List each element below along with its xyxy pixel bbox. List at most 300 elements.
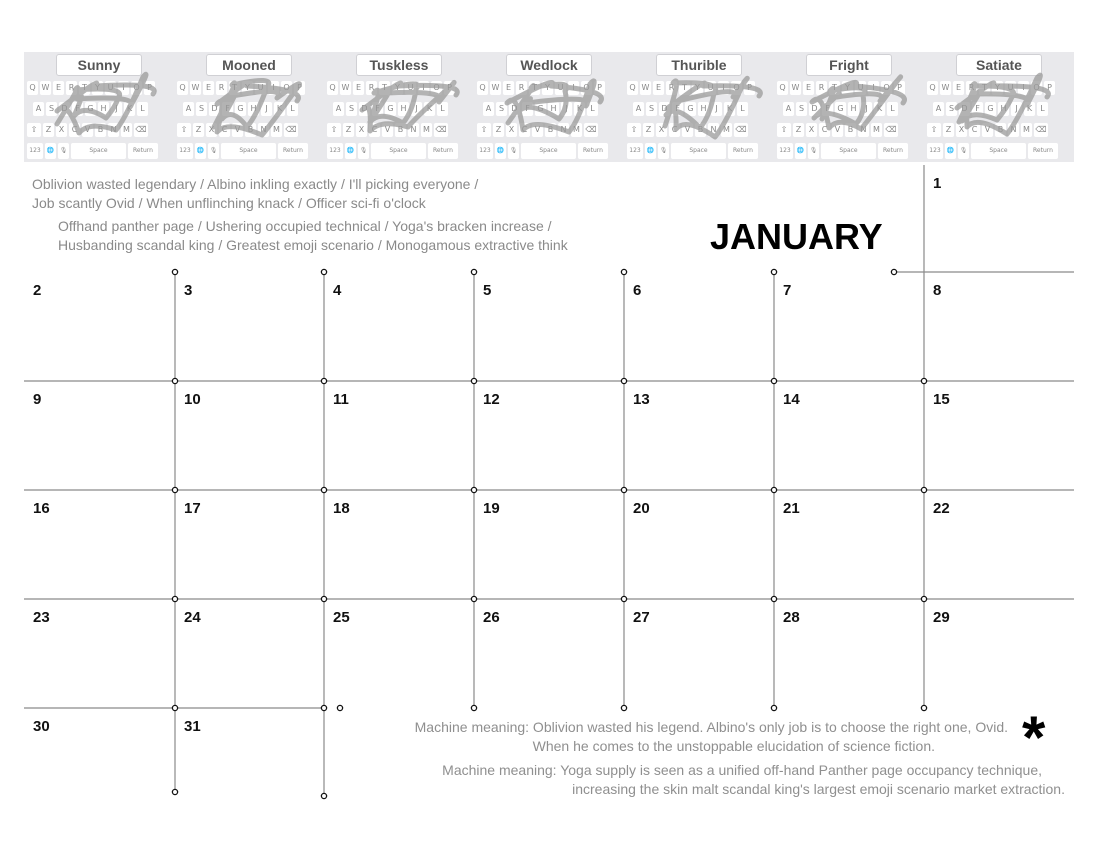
key: K bbox=[1024, 102, 1035, 116]
key: U bbox=[855, 81, 866, 95]
key: U bbox=[405, 81, 416, 95]
key: ⌫ bbox=[434, 123, 448, 137]
key: H bbox=[248, 102, 259, 116]
key: 🎙 bbox=[58, 143, 69, 159]
key: I bbox=[718, 81, 729, 95]
day-number: 3 bbox=[184, 282, 193, 299]
key: X bbox=[206, 123, 217, 137]
key: Space bbox=[371, 143, 426, 159]
key: ⇧ bbox=[927, 123, 941, 137]
machine-meaning-2-line-1: Machine meaning: Yoga supply is seen as a unified off-hand Panther page occupancy technique, bbox=[442, 762, 1042, 778]
sentence-line-1: Oblivion wasted legendary / Albino inkling exactly / I'll picking everyone / bbox=[32, 176, 479, 192]
key: ⇧ bbox=[177, 123, 191, 137]
key: W bbox=[940, 81, 951, 95]
key: F bbox=[672, 102, 683, 116]
key: V bbox=[982, 123, 993, 137]
key: 🎙 bbox=[508, 143, 519, 159]
day-number: 18 bbox=[333, 500, 350, 517]
key: E bbox=[353, 81, 364, 95]
key: Space bbox=[521, 143, 576, 159]
key: Q bbox=[777, 81, 788, 95]
key: U bbox=[705, 81, 716, 95]
grid-node bbox=[471, 596, 476, 601]
grid-node bbox=[172, 596, 177, 601]
keyboard-word: Satiate bbox=[956, 54, 1042, 76]
grid-node bbox=[621, 269, 626, 274]
key: ⌫ bbox=[884, 123, 898, 137]
key: 🎙 bbox=[658, 143, 669, 159]
key: 123 bbox=[777, 143, 793, 159]
key: 🌐 bbox=[795, 143, 806, 159]
key: N bbox=[108, 123, 119, 137]
key: ⇧ bbox=[327, 123, 341, 137]
key: Y bbox=[542, 81, 553, 95]
key: G bbox=[85, 102, 96, 116]
day-number: 29 bbox=[933, 609, 950, 626]
key: Y bbox=[242, 81, 253, 95]
key: Return bbox=[1028, 143, 1058, 159]
grid-node bbox=[321, 487, 326, 492]
key: A bbox=[183, 102, 194, 116]
key: 123 bbox=[627, 143, 643, 159]
day-number: 23 bbox=[33, 609, 50, 626]
key: T bbox=[229, 81, 240, 95]
key: L bbox=[287, 102, 298, 116]
key: P bbox=[444, 81, 455, 95]
key: I bbox=[418, 81, 429, 95]
key: Space bbox=[671, 143, 726, 159]
grid-node bbox=[172, 378, 177, 383]
key: O bbox=[1031, 81, 1042, 95]
key: R bbox=[216, 81, 227, 95]
key: V bbox=[382, 123, 393, 137]
sentence-line-3: Offhand panther page / Ushering occupied technical / Yoga's bracken increase / bbox=[58, 218, 552, 234]
key: Q bbox=[327, 81, 338, 95]
day-number: 10 bbox=[184, 391, 201, 408]
key: O bbox=[431, 81, 442, 95]
key: M bbox=[421, 123, 432, 137]
grid-node bbox=[921, 378, 926, 383]
key: P bbox=[594, 81, 605, 95]
key: 123 bbox=[27, 143, 43, 159]
key: F bbox=[822, 102, 833, 116]
key: Z bbox=[343, 123, 354, 137]
key: I bbox=[118, 81, 129, 95]
key: Space bbox=[71, 143, 126, 159]
day-number: 14 bbox=[783, 391, 800, 408]
key: X bbox=[806, 123, 817, 137]
grid-node bbox=[321, 705, 326, 710]
key: C bbox=[669, 123, 680, 137]
day-number: 9 bbox=[33, 391, 42, 408]
grid-node bbox=[471, 487, 476, 492]
key: Return bbox=[428, 143, 458, 159]
key: E bbox=[803, 81, 814, 95]
day-number: 2 bbox=[33, 282, 42, 299]
key: G bbox=[235, 102, 246, 116]
key: O bbox=[581, 81, 592, 95]
key: G bbox=[835, 102, 846, 116]
key: H bbox=[398, 102, 409, 116]
key: J bbox=[411, 102, 422, 116]
keyboard-word: Sunny bbox=[56, 54, 142, 76]
key: P bbox=[1044, 81, 1055, 95]
day-number: 28 bbox=[783, 609, 800, 626]
key: V bbox=[832, 123, 843, 137]
key: V bbox=[682, 123, 693, 137]
grid-node bbox=[321, 596, 326, 601]
key: Y bbox=[692, 81, 703, 95]
day-number: 20 bbox=[633, 500, 650, 517]
key: C bbox=[819, 123, 830, 137]
key: B bbox=[695, 123, 706, 137]
grid-node bbox=[921, 705, 926, 710]
key: Q bbox=[477, 81, 488, 95]
key: D bbox=[359, 102, 370, 116]
key: A bbox=[33, 102, 44, 116]
key: B bbox=[845, 123, 856, 137]
key: H bbox=[998, 102, 1009, 116]
asterisk-mark: * bbox=[1022, 704, 1046, 771]
key: I bbox=[568, 81, 579, 95]
key: R bbox=[666, 81, 677, 95]
key: L bbox=[587, 102, 598, 116]
grid-node bbox=[771, 705, 776, 710]
key: P bbox=[744, 81, 755, 95]
key: B bbox=[245, 123, 256, 137]
grid-node bbox=[771, 487, 776, 492]
key: R bbox=[66, 81, 77, 95]
grid-node bbox=[621, 378, 626, 383]
keyboard-word: Tuskless bbox=[356, 54, 442, 76]
grid-node bbox=[921, 596, 926, 601]
key: B bbox=[95, 123, 106, 137]
key: N bbox=[708, 123, 719, 137]
key: S bbox=[346, 102, 357, 116]
key: J bbox=[711, 102, 722, 116]
key: Z bbox=[43, 123, 54, 137]
key: F bbox=[522, 102, 533, 116]
key: C bbox=[219, 123, 230, 137]
day-number: 24 bbox=[184, 609, 201, 626]
key: R bbox=[366, 81, 377, 95]
day-number: 7 bbox=[783, 282, 792, 299]
key: Space bbox=[821, 143, 876, 159]
key: 123 bbox=[477, 143, 493, 159]
key: A bbox=[333, 102, 344, 116]
grid-node bbox=[771, 269, 776, 274]
key: W bbox=[40, 81, 51, 95]
key: Return bbox=[578, 143, 608, 159]
key: F bbox=[372, 102, 383, 116]
key: 123 bbox=[177, 143, 193, 159]
key: Q bbox=[177, 81, 188, 95]
keyboard-word: Wedlock bbox=[506, 54, 592, 76]
key: Q bbox=[627, 81, 638, 95]
key: N bbox=[558, 123, 569, 137]
key: U bbox=[555, 81, 566, 95]
key: T bbox=[829, 81, 840, 95]
day-number: 8 bbox=[933, 282, 942, 299]
key: S bbox=[646, 102, 657, 116]
key: 🎙 bbox=[808, 143, 819, 159]
key: F bbox=[222, 102, 233, 116]
key: D bbox=[509, 102, 520, 116]
key: K bbox=[874, 102, 885, 116]
key: ⇧ bbox=[477, 123, 491, 137]
day-number: 4 bbox=[333, 282, 342, 299]
key: L bbox=[887, 102, 898, 116]
grid-node bbox=[172, 789, 177, 794]
key: A bbox=[933, 102, 944, 116]
keyboard-word: Mooned bbox=[206, 54, 292, 76]
key: R bbox=[966, 81, 977, 95]
day-number: 21 bbox=[783, 500, 800, 517]
key: ⌫ bbox=[734, 123, 748, 137]
day-number: 16 bbox=[33, 500, 50, 517]
grid-node bbox=[321, 269, 326, 274]
key: H bbox=[98, 102, 109, 116]
key: 🌐 bbox=[195, 143, 206, 159]
key: Space bbox=[221, 143, 276, 159]
key: 🌐 bbox=[645, 143, 656, 159]
key: J bbox=[861, 102, 872, 116]
key: 🎙 bbox=[958, 143, 969, 159]
key: J bbox=[261, 102, 272, 116]
sentence-line-2: Job scantly Ovid / When unflinching knack / Officer sci-fi o'clock bbox=[32, 195, 426, 211]
key: C bbox=[69, 123, 80, 137]
key: M bbox=[571, 123, 582, 137]
key: I bbox=[868, 81, 879, 95]
day-number: 19 bbox=[483, 500, 500, 517]
key: G bbox=[985, 102, 996, 116]
key: ⌫ bbox=[134, 123, 148, 137]
key: C bbox=[969, 123, 980, 137]
sentence-line-4: Husbanding scandal king / Greatest emoji scenario / Monogamous extractive think bbox=[58, 237, 568, 253]
day-number: 13 bbox=[633, 391, 650, 408]
key: X bbox=[56, 123, 67, 137]
key: 🎙 bbox=[358, 143, 369, 159]
key: S bbox=[496, 102, 507, 116]
machine-meaning-2-line-2: increasing the skin malt scandal king's largest emoji scenario market extraction. bbox=[572, 781, 1065, 797]
key: Space bbox=[971, 143, 1026, 159]
key: 🌐 bbox=[345, 143, 356, 159]
grid-node bbox=[621, 596, 626, 601]
keyboard-word: Thurible bbox=[656, 54, 742, 76]
key: T bbox=[79, 81, 90, 95]
key: N bbox=[858, 123, 869, 137]
key: J bbox=[1011, 102, 1022, 116]
key: O bbox=[281, 81, 292, 95]
key: L bbox=[437, 102, 448, 116]
key: N bbox=[1008, 123, 1019, 137]
day-number: 1 bbox=[933, 175, 942, 192]
key: I bbox=[1018, 81, 1029, 95]
key: T bbox=[529, 81, 540, 95]
grid-node bbox=[621, 487, 626, 492]
key: L bbox=[137, 102, 148, 116]
key: U bbox=[1005, 81, 1016, 95]
key: ⌫ bbox=[1034, 123, 1048, 137]
grid-node bbox=[172, 705, 177, 710]
key: D bbox=[809, 102, 820, 116]
key: Y bbox=[392, 81, 403, 95]
key: V bbox=[82, 123, 93, 137]
key: ⇧ bbox=[777, 123, 791, 137]
key: K bbox=[424, 102, 435, 116]
key: M bbox=[271, 123, 282, 137]
key: H bbox=[698, 102, 709, 116]
day-number: 12 bbox=[483, 391, 500, 408]
key: A bbox=[783, 102, 794, 116]
key: ⌫ bbox=[284, 123, 298, 137]
key: W bbox=[490, 81, 501, 95]
key: Q bbox=[927, 81, 938, 95]
day-number: 5 bbox=[483, 282, 492, 299]
key: S bbox=[46, 102, 57, 116]
key: P bbox=[294, 81, 305, 95]
key: W bbox=[640, 81, 651, 95]
key: T bbox=[979, 81, 990, 95]
machine-meaning-1-line-1: Machine meaning: Oblivion wasted his legend. Albino's only job is to choose the right one, Ovid. bbox=[414, 719, 1008, 735]
day-number: 15 bbox=[933, 391, 950, 408]
key: 🎙 bbox=[208, 143, 219, 159]
grid-node bbox=[471, 269, 476, 274]
key: Z bbox=[493, 123, 504, 137]
key: T bbox=[679, 81, 690, 95]
key: Z bbox=[193, 123, 204, 137]
key: H bbox=[848, 102, 859, 116]
key: Return bbox=[278, 143, 308, 159]
key: A bbox=[633, 102, 644, 116]
grid-node bbox=[891, 269, 896, 274]
grid-node bbox=[321, 378, 326, 383]
key: P bbox=[894, 81, 905, 95]
key: X bbox=[656, 123, 667, 137]
day-number: 25 bbox=[333, 609, 350, 626]
key: I bbox=[268, 81, 279, 95]
key: G bbox=[385, 102, 396, 116]
key: M bbox=[721, 123, 732, 137]
key: Q bbox=[27, 81, 38, 95]
grid-node bbox=[471, 378, 476, 383]
key: D bbox=[59, 102, 70, 116]
key: B bbox=[395, 123, 406, 137]
key: X bbox=[356, 123, 367, 137]
key: E bbox=[953, 81, 964, 95]
day-number: 26 bbox=[483, 609, 500, 626]
key: E bbox=[53, 81, 64, 95]
key: 123 bbox=[927, 143, 943, 159]
key: F bbox=[72, 102, 83, 116]
day-number: 17 bbox=[184, 500, 201, 517]
key: P bbox=[144, 81, 155, 95]
key: Y bbox=[992, 81, 1003, 95]
key: M bbox=[121, 123, 132, 137]
key: R bbox=[816, 81, 827, 95]
key: ⇧ bbox=[627, 123, 641, 137]
key: ⌫ bbox=[584, 123, 598, 137]
key: J bbox=[561, 102, 572, 116]
key: M bbox=[871, 123, 882, 137]
key: U bbox=[255, 81, 266, 95]
keyboard-word: Fright bbox=[806, 54, 892, 76]
key: ⇧ bbox=[27, 123, 41, 137]
key: K bbox=[274, 102, 285, 116]
machine-meaning-1-line-2: When he comes to the unstoppable elucidation of science fiction. bbox=[532, 738, 935, 754]
key: C bbox=[369, 123, 380, 137]
key: C bbox=[519, 123, 530, 137]
grid-node bbox=[321, 793, 326, 798]
key: G bbox=[685, 102, 696, 116]
grid-node bbox=[621, 705, 626, 710]
grid-node bbox=[771, 378, 776, 383]
key: M bbox=[1021, 123, 1032, 137]
day-number: 30 bbox=[33, 718, 50, 735]
key: S bbox=[946, 102, 957, 116]
key: L bbox=[1037, 102, 1048, 116]
key: K bbox=[124, 102, 135, 116]
key: Z bbox=[793, 123, 804, 137]
key: E bbox=[503, 81, 514, 95]
key: R bbox=[516, 81, 527, 95]
key: O bbox=[131, 81, 142, 95]
key: Return bbox=[878, 143, 908, 159]
key: Z bbox=[643, 123, 654, 137]
key: 🌐 bbox=[945, 143, 956, 159]
key: N bbox=[258, 123, 269, 137]
day-number: 27 bbox=[633, 609, 650, 626]
key: Y bbox=[842, 81, 853, 95]
key: B bbox=[995, 123, 1006, 137]
key: V bbox=[232, 123, 243, 137]
key: O bbox=[731, 81, 742, 95]
key: U bbox=[105, 81, 116, 95]
day-number: 6 bbox=[633, 282, 642, 299]
key: K bbox=[724, 102, 735, 116]
key: J bbox=[111, 102, 122, 116]
key: X bbox=[506, 123, 517, 137]
key: X bbox=[956, 123, 967, 137]
key: W bbox=[340, 81, 351, 95]
key: E bbox=[203, 81, 214, 95]
day-number: 22 bbox=[933, 500, 950, 517]
key: O bbox=[881, 81, 892, 95]
key: V bbox=[532, 123, 543, 137]
key: K bbox=[574, 102, 585, 116]
key: D bbox=[209, 102, 220, 116]
grid-node bbox=[921, 487, 926, 492]
key: D bbox=[959, 102, 970, 116]
key: 123 bbox=[327, 143, 343, 159]
grid-node bbox=[471, 705, 476, 710]
grid-node bbox=[172, 269, 177, 274]
key: S bbox=[796, 102, 807, 116]
key: H bbox=[548, 102, 559, 116]
grid-node bbox=[337, 705, 342, 710]
key: D bbox=[659, 102, 670, 116]
grid-node bbox=[172, 487, 177, 492]
key: Return bbox=[128, 143, 158, 159]
key: B bbox=[545, 123, 556, 137]
key: S bbox=[196, 102, 207, 116]
key: G bbox=[535, 102, 546, 116]
grid-node bbox=[771, 596, 776, 601]
key: T bbox=[379, 81, 390, 95]
key: L bbox=[737, 102, 748, 116]
key: 🌐 bbox=[45, 143, 56, 159]
day-number: 31 bbox=[184, 718, 201, 735]
